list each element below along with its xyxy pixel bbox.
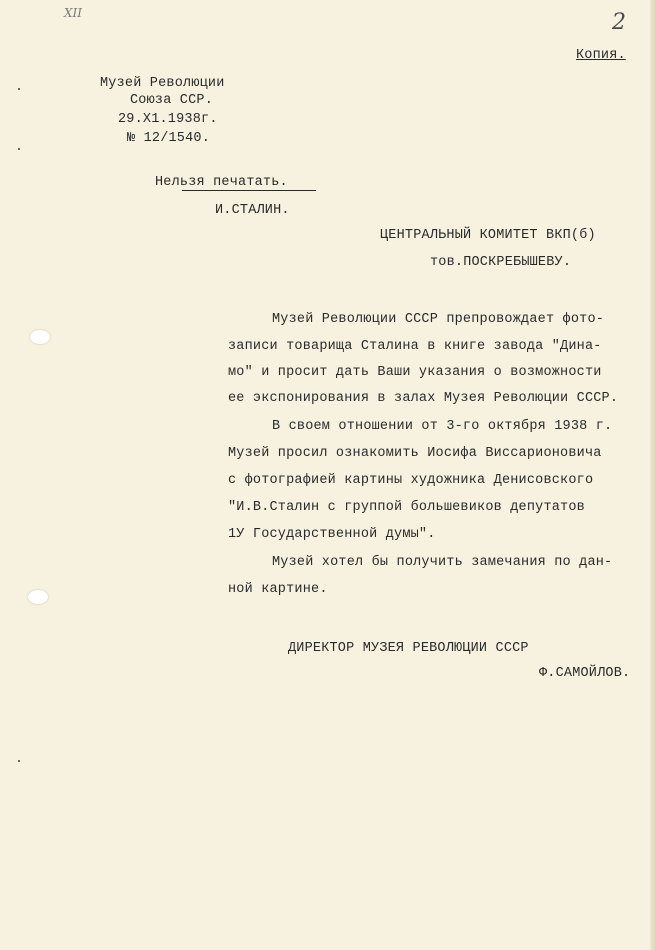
sender-line-2: Союза ССР.	[130, 93, 214, 108]
body-line: Музей Революции СССР препровождает фото-	[272, 312, 605, 327]
addressee-line-2: тов.ПОСКРЕБЫШЕВУ.	[430, 255, 572, 270]
page-number: 2	[612, 10, 626, 35]
resolution-underline	[182, 190, 316, 191]
body-line: 1У Государственной думы".	[228, 527, 436, 542]
body-line: Музей просил ознакомить Иосифа Виссарионовича	[228, 446, 602, 461]
resolution-signature: И.СТАЛИН.	[215, 203, 290, 218]
body-line: В своем отношении от 3-го октября 1938 г.	[272, 419, 613, 434]
archive-mark: ХII	[64, 6, 83, 20]
addressee-line-1: ЦЕНТРАЛЬНЫЙ КОМИТЕТ ВКП(б)	[380, 228, 596, 243]
page-edge	[650, 0, 656, 950]
sender-number: № 12/1540.	[127, 131, 211, 146]
punch-hole-bottom	[28, 590, 48, 604]
sender-date: 29.Х1.1938г.	[118, 112, 218, 127]
body-line: с фотографией картины художника Денисовского	[228, 473, 594, 488]
body-line: мо" и просит дать Ваши указания о возможности	[228, 365, 602, 380]
margin-mark	[18, 148, 20, 150]
body-line: записи товарища Сталина в книге завода "Дина-	[228, 339, 602, 354]
margin-mark	[18, 760, 20, 762]
sender-line-1: Музей Революции	[100, 76, 225, 91]
punch-hole-top	[30, 330, 50, 344]
margin-mark	[18, 88, 20, 90]
signature-name: Ф.САМОЙЛОВ.	[539, 666, 631, 681]
body-line: "И.В.Сталин с группой большевиков депутатов	[228, 500, 585, 515]
body-line: ее экспонирования в залах Музея Революции СССР.	[228, 391, 619, 406]
copy-label: Копия.	[576, 48, 626, 63]
body-line: Музей хотел бы получить замечания по дан-	[272, 555, 613, 570]
signature-title: ДИРЕКТОР МУЗЕЯ РЕВОЛЮЦИИ СССР	[288, 641, 529, 656]
body-line: ной картине.	[228, 582, 328, 597]
resolution-text: Нельзя печатать.	[155, 175, 288, 190]
